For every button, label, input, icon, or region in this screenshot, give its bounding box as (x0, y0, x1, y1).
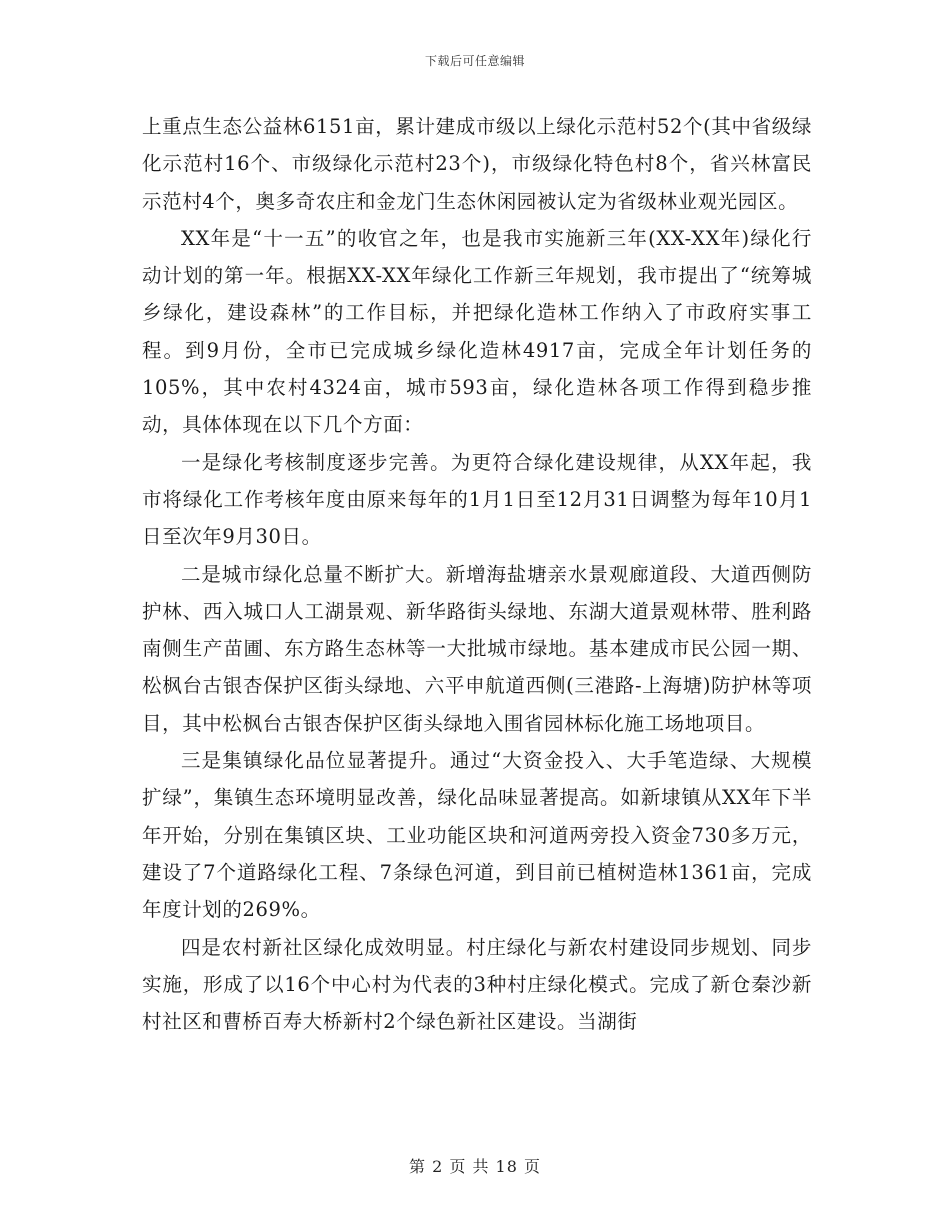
paragraph-4: 二是城市绿化总量不断扩大。新增海盐塘亲水景观廊道段、大道西侧防护林、西入城口人工湖景观、新华路街头绿地、东湖大道景观林带、胜利路南侧生产苗圃、东方路生态林等一大批城市绿地。基本建成市民公园一期、松枫台古银杏保护区街头绿地、六平申航道西侧(三港路-上海塘)防护林等项目，其中松枫台古银杏保护区街头绿地入围省园林标化施工场地项目。 (142, 562, 812, 735)
document-body (142, 108, 812, 1040)
footer-total-pages: 18 (495, 1157, 518, 1176)
footer-page-number: 2 (432, 1157, 444, 1176)
paragraph-3: 一是绿化考核制度逐步完善。为更符合绿化建设规律，从XX年起，我市将绿化工作考核年度由原来每年的1月1日至12月31日调整为每年10月1日至次年9月30日。 (142, 450, 812, 549)
paragraph-6: 四是农村新社区绿化成效明显。村庄绿化与新农村建设同步规划、同步实施，形成了以16个中心村为代表的3种村庄绿化模式。完成了新仓秦沙新村社区和曹桥百寿大桥新村2个绿色新社区建设。当湖街 (142, 935, 812, 1034)
paragraph-1: 上重点生态公益林6151亩，累计建成市级以上绿化示范村52个(其中省级绿化示范村16个、市级绿化示范村23个)，市级绿化特色村8个，省兴林富民示范村4个，奥多奇农庄和金龙门生态休闲园被认定为省级林业观光园区。 (142, 115, 812, 213)
paragraph-2: XX年是“十一五”的收官之年，也是我市实施新三年(XX-XX年)绿化行动计划的第一年。根据XX-XX年绿化工作新三年规划，我市提出了“统筹城乡绿化，建设森林”的工作目标，并把绿化造林工作纳入了市政府实事工程。到9月份，全市已完成城乡绿化造林4917亩，完成全年计划任务的105%，其中农村4324亩，城市593亩，绿化造林各项工作得到稳步推动，具体体现在以下几个方面： (142, 226, 813, 437)
footer-middle: 页 共 (449, 1157, 490, 1176)
page-header: 下载后可任意编辑 (424, 54, 525, 68)
paragraph-5: 三是集镇绿化品位显著提升。通过“大资金投入、大手笔造绿、大规模扩绿”，集镇生态环境明显改善，绿化品味显著提高。如新埭镇从XX年下半年开始，分别在集镇区块、工业功能区块和河道两旁投入资金730多万元，建设了7个道路绿化工程、7条绿色河道，到目前已植树造林1361亩，完成年度计划的269%。 (142, 749, 812, 922)
footer-prefix: 第 (408, 1157, 426, 1176)
footer-suffix: 页 (524, 1157, 542, 1176)
page-footer (0, 1154, 950, 1177)
